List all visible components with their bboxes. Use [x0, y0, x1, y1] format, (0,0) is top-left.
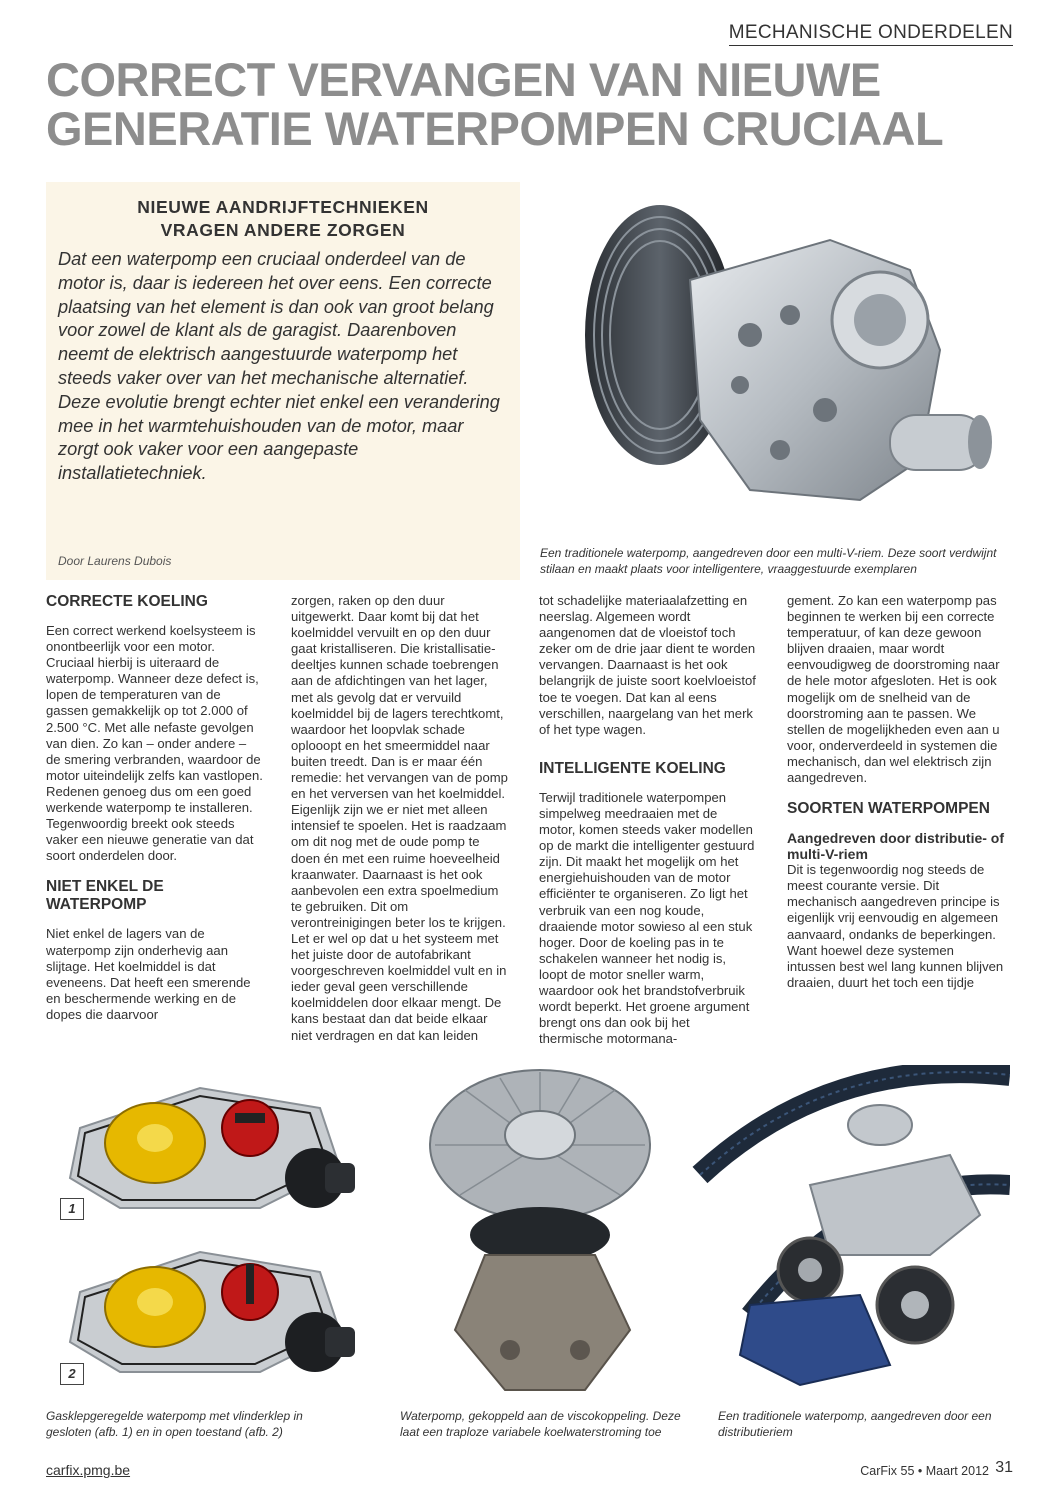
heading-niet-enkel: NIET ENKEL DE WATERPOMP: [46, 878, 164, 914]
caption-visco-pump: Waterpomp, gekoppeld aan de viscokoppeling. Deze laat een traploze variabele koelwaterstroming toe: [400, 1409, 681, 1439]
heading-soorten: SOORTEN WATERPOMPEN: [787, 800, 990, 818]
footer-website-link[interactable]: carfix.pmg.be: [46, 1462, 131, 1478]
title-line-1: CORRECT VERVANGEN VAN NIEUWE: [46, 53, 881, 106]
lead-intro: [58, 248, 508, 486]
figure-number-1: 1: [60, 1198, 84, 1220]
figure-number-2: 2: [60, 1363, 84, 1385]
page-number: 31: [995, 1459, 1013, 1476]
caption-top-photo: Een traditionele waterpomp, aangedreven door een multi-V-riem. Deze soort verdwijnt stilaan en maakt plaats voor intelligentere, vraaggestuurde exemplaren: [540, 546, 997, 576]
lead-title: [58, 196, 508, 242]
heading-correcte-koeling: CORRECTE KOELING: [46, 593, 208, 610]
paragraph-col4: gement. Zo kan een waterpomp pas beginnen te werken bij een correcte temperatuur, of kan deze gewoon blijven draaien, maar wordt eenvoudigweg de doorstroming naar de hele motor afgesloten. Het is ook mogelijk om de snelheid van de doorstroming aan te passen. We stellen de mogelijkheden even aan u voor, onderverdeeld in systemen die mechanisch, dan wel elektrisch zijn aangedreven.: [787, 593, 1000, 786]
paragraph-correcte-koeling: Een correct werkend koelsysteem is onontbeerlijk voor een motor. Cruciaal hierbij is uiteraard de waterpomp. Wanneer deze defect is, lopen de temperaturen van de gassen gemakkelijk op tot 2.000 of 2.500 °C. Met alle nefaste gevolgen van dien. Zo kan – onder andere – de smering verbranden, waardoor de motor uiteindelijk zelfs kan vastlopen. Redenen genoeg dus om een goed werkende waterpomp te installeren. Tegenwoordig breekt ook steeds vaker een nieuwe generatie van dat soort onderdelen door.: [46, 623, 263, 864]
column-1: [46, 593, 264, 1037]
column-2: [291, 593, 509, 1058]
lead-title-line-1: NIEUWE AANDRIJFTECHNIEKEN: [137, 197, 429, 217]
heading-intelligente-koeling: INTELLIGENTE KOELING: [539, 759, 726, 777]
column-4: [787, 593, 1005, 1005]
paragraph-aangedreven: Dit is tegenwoordig nog steeds de meest courante versie. Dit mechanisch aangedreven principe is eigenlijk vrij eenvoudig en algemeen aanvaard, ondanks de beperkingen. Want hoewel deze systemen intussen best wel lang kunnen blijven draaien, duurt het toch een tijdje: [787, 862, 1004, 990]
water-pump-multi-v-photo: [580, 200, 1000, 540]
subheading-aangedreven: Aangedreven door distributie- of multi-V-riem: [787, 830, 1005, 863]
section-label: MECHANISCHE ONDERDELEN: [729, 22, 1013, 46]
paragraph-niet-enkel: Niet enkel de lagers van de waterpomp zijn onderhevig aan slijtage. Het koelmiddel is dat eveneens. Dat heeft een smerende en beschermende werking en de dopes die daarvoor: [46, 926, 251, 1022]
caption-timing-belt: Een traditionele waterpomp, aangedreven door een distributieriem: [718, 1409, 992, 1439]
lead-paragraph-2: Deze evolutie brengt echter niet enkel een verandering mee in het warmtehuishouden van de motor, maar zorgt ook vaker voor een aangepaste installatietechniek.: [58, 391, 500, 484]
title-line-2: GENERATIE WATERPOMPEN CRUCIAAL: [46, 102, 944, 155]
footer-issue: CarFix 55 • Maart 2012: [860, 1464, 989, 1478]
paragraph-intelligente: Terwijl traditionele waterpompen simpelweg meedraaien met de motor, komen steeds vaker modellen op de markt die intelligenter gestuurd zijn. Dit maakt het mogelijk om het energiehuishouden van de motor efficiënter te organiseren. Zo ligt het verbruik van een nog koude, draaiende motor sowieso al een stuk hoger. Door de koeling pas in te schakelen wanneer het nodig is, loopt de motor sneller warm, waardoor ook het brandstofverbruik wordt beperkt. Het groene argument brengt ons dan ook bij het thermische motormana-: [539, 789, 755, 1047]
lead-title-line-2: VRAGEN ANDERE ZORGEN: [160, 220, 406, 240]
timing-belt-kit-image: [690, 1065, 1010, 1400]
butterfly-pump-closed-image: [60, 1068, 360, 1220]
visco-coupling-pump-image: [415, 1060, 665, 1400]
author-byline: Door Laurens Dubois: [58, 554, 172, 568]
caption-butterfly-pump: Gasklepgeregelde waterpomp met vlinderklep in gesloten (afb. 1) en in open toestand (afb. 2): [46, 1409, 303, 1439]
page-title: [46, 55, 1006, 153]
lead-paragraph-1: Dat een waterpomp een cruciaal onderdeel van de motor is, daar is iedereen het over eens. Een correcte plaatsing van het element is dan ook van groot belang voor zowel de klant als de garagist. Daarenboven neemt de elektrisch aangestuurde waterpomp het steeds vaker over van het mechanische alternatief.: [58, 249, 494, 388]
lead-box: [46, 182, 520, 580]
paragraph-col2: zorgen, raken op den duur uitgewerkt. Daar komt bij dat het koelmiddel vervuilt en op den duur gaat kristalliseren. Die kristallisatiedeeltjes kunnen schade toebrengen aan de afdichtingen van het lager, met als gevolg dat er vervuild koelmiddel bij de lagers terechtkomt, waardoor het loopvlak schade oplooopt en het smeermiddel naar buiten treedt. Dan is er maar één remedie: het vervangen van de pomp en het verversen van het koelmiddel. Eigenlijk zijn we er niet met alleen intensief te spoelen. Het is raadzaam om dit nog met de oude pomp te doen én met een ruime hoeveelheid kraanwater. Daarnaast is het ook aanbevolen een extra spoelmedium te gebruiken. Dit om verontreinigingen beter los te krijgen. Let er wel op dat u het systeem met het juiste door de autofabrikant voorgeschreven koelmiddel vult en in ieder geval geen verschillende koelmiddelen door elkaar mengt. De kans bestaat dan dat beide elkaar niet verdragen en dat kan leiden: [291, 593, 508, 1043]
butterfly-pump-open-image: [60, 1232, 360, 1384]
paragraph-col3: tot schadelijke materiaalafzetting en neerslag. Algemeen wordt aangenomen dat de vloeistof toch zeker om de drie jaar dient te worden vervangen. Daarnaast is het ook belangrijk de juiste soort koelvloeistof toe te voegen. Dat kan al eens verschillen, naargelang van het merk of het type wagen.: [539, 593, 756, 737]
column-3: [539, 593, 757, 1061]
